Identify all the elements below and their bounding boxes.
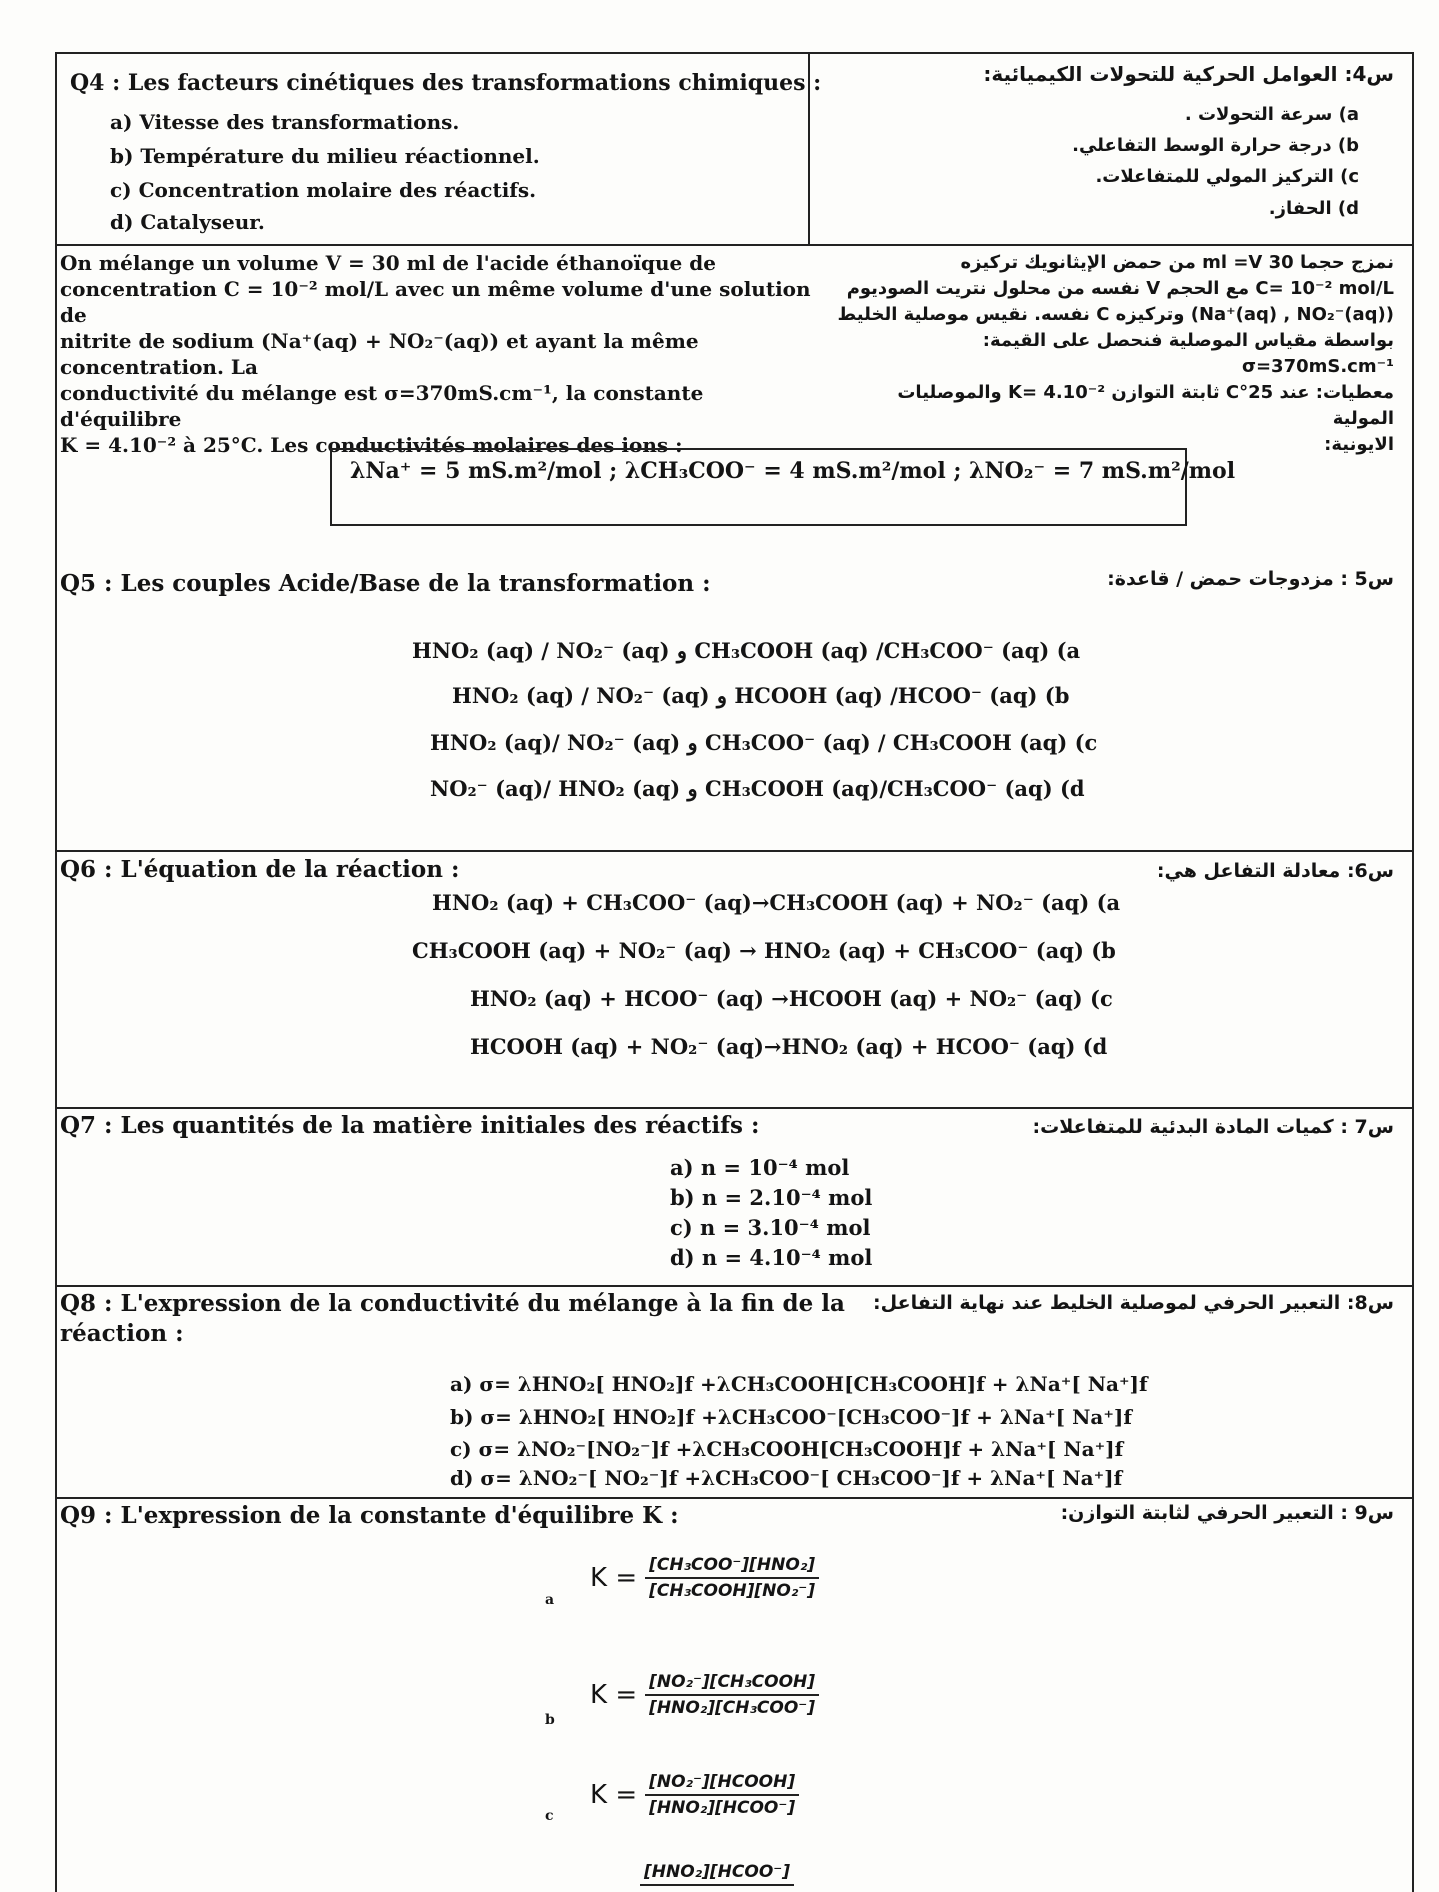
- q9-option-a-letter: a: [545, 1592, 555, 1608]
- q5-title-fr: Q5 : Les couples Acide/Base de la transformation :: [60, 570, 711, 597]
- q5-title-ar: س5 : مزدوجات حمض / قاعدة:: [1107, 568, 1394, 590]
- q6-title-ar: س6: معادلة التفاعل هي:: [1156, 860, 1394, 882]
- data-text-fr: [60, 250, 820, 458]
- molar-conductivities: λNa⁺ = 5 mS.m²/mol ; λCH₃COO⁻ = 4 mS.m²/mol ; λNO₂⁻ = 7 mS.m²/mol: [350, 458, 1236, 484]
- data-line-ar: الايونية:: [1324, 434, 1394, 455]
- q9-option-d[interactable]: [640, 1862, 794, 1886]
- q7-title-fr: Q7 : Les quantités de la matière initiales des réactifs :: [60, 1112, 760, 1139]
- k-numerator: [NO₂⁻][HCOOH]: [645, 1772, 799, 1796]
- q6-option-d[interactable]: HCOOH (aq) + NO₂⁻ (aq)→HNO₂ (aq) + HCOO⁻ (aq) (d: [470, 1034, 1108, 1059]
- k-label: K =: [590, 1780, 638, 1810]
- data-line-fr: K = 4.10⁻² à 25°C. Les conductivités molaires des ions :: [60, 433, 683, 457]
- divider-q8: [55, 1497, 1412, 1499]
- q9-option-b[interactable]: [590, 1672, 819, 1718]
- q7-option-a[interactable]: a) n = 10⁻⁴ mol: [670, 1155, 850, 1180]
- q8-title-ar: س8: التعبير الحرفي لموصلية الخليط عند نهاية التفاعل:: [873, 1292, 1394, 1314]
- q9-option-a[interactable]: [590, 1555, 819, 1601]
- q8-option-d[interactable]: d) σ= λNO₂⁻[ NO₂⁻]f +λCH₃COO⁻[ CH₃COO⁻]f + λNa⁺[ Na⁺]f: [450, 1466, 1123, 1490]
- k-numerator: [NO₂⁻][CH₃COOH]: [645, 1672, 819, 1696]
- q9-title-ar: س9 : التعبير الحرفي لثابتة التوازن:: [1060, 1502, 1394, 1524]
- data-line-ar: معطيات: عند 25°C ثابتة التوازن K= 4.10⁻² والموصليات المولية: [897, 382, 1394, 429]
- divider-q5: [55, 850, 1412, 852]
- q7-option-d[interactable]: d) n = 4.10⁻⁴ mol: [670, 1245, 873, 1270]
- q4-title-ar: س4: العوامل الحركية للتحولات الكيميائية:: [983, 62, 1394, 86]
- q9-option-b-letter: b: [545, 1712, 555, 1728]
- q5-option-c[interactable]: HNO₂ (aq)/ NO₂⁻ (aq) و CH₃COO⁻ (aq) / CH₃COOH (aq) (c: [430, 730, 1098, 755]
- q4-option-a-fr[interactable]: a) Vitesse des transformations.: [110, 110, 460, 134]
- q8-option-b[interactable]: b) σ= λHNO₂[ HNO₂]f +λCH₃COO⁻[CH₃COO⁻]f + λNa⁺[ Na⁺]f: [450, 1405, 1132, 1429]
- q6-title-fr: Q6 : L'équation de la réaction :: [60, 856, 460, 883]
- k-denominator: [HNO₂][HCOO⁻]: [649, 1798, 796, 1818]
- q5-option-b[interactable]: HNO₂ (aq) / NO₂⁻ (aq) و HCOOH (aq) /HCOO⁻ (aq) (b: [452, 683, 1070, 708]
- q6-option-c[interactable]: HNO₂ (aq) + HCOO⁻ (aq) →HCOOH (aq) + NO₂⁻ (aq) (c: [470, 986, 1113, 1011]
- q8-title-fr-line2: réaction :: [60, 1320, 184, 1347]
- data-text-ar: [834, 250, 1394, 458]
- q9-title-fr: Q9 : L'expression de la constante d'équilibre K :: [60, 1502, 679, 1529]
- k-denominator: [CH₃COOH][NO₂⁻]: [649, 1581, 816, 1601]
- divider-q6: [55, 1107, 1412, 1109]
- data-line-fr: conductivité du mélange est σ=370mS.cm⁻¹, la constante d'équilibre: [60, 381, 704, 431]
- k-fraction: [645, 1672, 819, 1718]
- data-line-fr: concentration C = 10⁻² mol/L avec un même volume d'une solution de: [60, 277, 811, 327]
- q4-option-c-fr[interactable]: c) Concentration molaire des réactifs.: [110, 178, 537, 202]
- q6-option-a[interactable]: HNO₂ (aq) + CH₃COO⁻ (aq)→CH₃COOH (aq) + NO₂⁻ (aq) (a: [432, 890, 1121, 915]
- data-line-ar: (Na⁺(aq) , NO₂⁻(aq)) وتركيزه C نفسه. نقيس موصلية الخليط: [837, 304, 1394, 325]
- q4-option-d-fr[interactable]: d) Catalyseur.: [110, 210, 265, 234]
- k-numerator: [HNO₂][HCOO⁻]: [640, 1862, 794, 1886]
- q4-title-fr: Q4 : Les facteurs cinétiques des transformations chimiques :: [70, 70, 822, 96]
- k-numerator: [CH₃COO⁻][HNO₂]: [645, 1555, 819, 1579]
- q8-title-fr-line1: Q8 : L'expression de la conductivité du mélange à la fin de la: [60, 1290, 845, 1317]
- q4-option-c-ar[interactable]: c) التركيز المولي للمتفاعلات.: [1095, 166, 1359, 187]
- q4-option-d-ar[interactable]: d) الحفاز.: [1268, 198, 1359, 219]
- data-line-fr: On mélange un volume V = 30 ml de l'acide éthanoïque de: [60, 251, 716, 275]
- k-fraction: [645, 1555, 819, 1601]
- k-label: K =: [590, 1563, 638, 1593]
- q8-option-c[interactable]: c) σ= λNO₂⁻[NO₂⁻]f +λCH₃COOH[CH₃COOH]f + λNa⁺[ Na⁺]f: [450, 1437, 1124, 1461]
- q5-option-d[interactable]: NO₂⁻ (aq)/ HNO₂ (aq) و CH₃COOH (aq)/CH₃COO⁻ (aq) (d: [430, 776, 1085, 801]
- q7-title-ar: س7 : كميات المادة البدئية للمتفاعلات:: [1032, 1116, 1394, 1138]
- data-line-fr: nitrite de sodium (Na⁺(aq) + NO₂⁻(aq)) et ayant la même concentration. La: [60, 329, 699, 379]
- divider-q7: [55, 1285, 1412, 1287]
- k-denominator: [HNO₂][CH₃COO⁻]: [649, 1698, 816, 1718]
- q8-option-a[interactable]: a) σ= λHNO₂[ HNO₂]f +λCH₃COOH[CH₃COOH]f + λNa⁺[ Na⁺]f: [450, 1372, 1148, 1396]
- data-line-ar: C= 10⁻² mol/L مع الحجم V نفسه من محلول نتريت الصوديوم: [846, 278, 1394, 299]
- k-fraction: [645, 1772, 799, 1818]
- q7-option-c[interactable]: c) n = 3.10⁻⁴ mol: [670, 1215, 871, 1240]
- q9-option-c[interactable]: [590, 1772, 799, 1818]
- q5-option-a[interactable]: HNO₂ (aq) / NO₂⁻ (aq) و CH₃COOH (aq) /CH₃COO⁻ (aq) (a: [412, 638, 1081, 663]
- k-fraction: [640, 1862, 794, 1886]
- k-label: K =: [590, 1680, 638, 1710]
- data-line-ar: بواسطة مقياس الموصلية فنحصل على القيمة: σ=370mS.cm⁻¹: [982, 330, 1394, 377]
- q4-option-b-fr[interactable]: b) Température du milieu réactionnel.: [110, 144, 540, 168]
- q6-option-b[interactable]: CH₃COOH (aq) + NO₂⁻ (aq) → HNO₂ (aq) + CH₃COO⁻ (aq) (b: [412, 938, 1116, 963]
- q4-option-b-ar[interactable]: b) درجة حرارة الوسط التفاعلي.: [1072, 135, 1359, 156]
- q9-option-c-letter: c: [545, 1808, 554, 1824]
- divider-q4: [55, 244, 1412, 246]
- q4-option-a-ar[interactable]: a) سرعة التحولات .: [1184, 104, 1359, 125]
- data-line-ar: نمزج حجما 30 ml =V من حمض الإيثانويك تركيزه: [960, 252, 1394, 273]
- q7-option-b[interactable]: b) n = 2.10⁻⁴ mol: [670, 1185, 873, 1210]
